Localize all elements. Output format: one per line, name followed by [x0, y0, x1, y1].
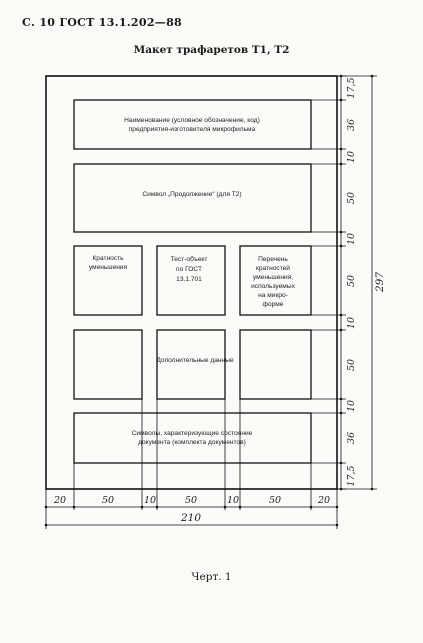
block-manufacturer-label-2: предприятия-изготовителя микрофильма: [128, 126, 256, 133]
document-title: Макет трафаретов Т1, Т2: [133, 44, 290, 56]
dim-v-8: 50: [346, 358, 357, 372]
block-manufacturer: [74, 100, 311, 149]
dim-h-2: 50: [101, 495, 115, 506]
dim-v-5: 10: [346, 232, 357, 246]
block-ratio-list-label-3: уменьшения,: [252, 274, 294, 281]
block-ratio-list-label-6: форме: [262, 301, 284, 308]
block-test-object-label-2: по ГОСТ: [176, 266, 202, 273]
figure-caption: Черт. 1: [191, 571, 232, 583]
dim-h-3: 10: [143, 495, 157, 506]
dim-h-4: 50: [184, 495, 198, 506]
dim-h-7: 20: [317, 495, 331, 506]
block-empty-left: [74, 330, 142, 399]
dim-v-3: 10: [346, 150, 357, 164]
block-test-object-label-1: Тест-объект: [170, 256, 208, 263]
dim-h-6: 50: [268, 495, 282, 506]
dim-h-1: 20: [53, 495, 67, 506]
block-document-state-label-1: Символы, характеризующие состояние: [131, 430, 253, 437]
dim-v-4: 50: [346, 191, 357, 205]
block-extra-data-label: Дополнительные данные: [156, 357, 234, 364]
dim-v-7: 10: [346, 316, 357, 330]
dim-v-10: 36: [346, 431, 357, 445]
block-continuation-label: Символ „Продолжение“ (для Т2): [142, 191, 242, 198]
block-ratio-list-label-2: кратностей: [256, 265, 290, 272]
dim-v-1: 17,5: [346, 77, 357, 99]
dim-h-total: 210: [180, 512, 202, 524]
dim-h-5: 10: [226, 495, 240, 506]
dim-v-6: 50: [346, 274, 357, 288]
dim-v-11: 17,5: [346, 465, 357, 487]
block-reduction-ratio-label-1: Кратность: [92, 255, 124, 262]
block-document-state: [74, 413, 311, 463]
block-manufacturer-label-1: Наименование (условное обозначение, код): [124, 117, 260, 124]
vertical-dimension-lines: [311, 76, 377, 489]
block-empty-right: [240, 330, 311, 399]
block-extra-data: [157, 330, 225, 399]
page-header: С. 10 ГОСТ 13.1.202—88: [22, 16, 182, 29]
horizontal-dimension-lines: [46, 399, 337, 529]
block-continuation: [74, 164, 311, 232]
block-reduction-ratio-label-2: уменьшения: [88, 264, 128, 271]
block-ratio-list-label-5: на микро-: [258, 292, 288, 299]
dim-v-2: 36: [346, 118, 357, 132]
block-ratio-list-label-4: используемых: [251, 283, 295, 290]
block-test-object-label-3: 13.1.701: [176, 276, 202, 283]
block-document-state-label-2: документа (комплекта документов): [138, 439, 246, 446]
block-ratio-list-label-1: Перечень: [258, 256, 288, 263]
dim-v-total: 297: [374, 271, 386, 293]
dim-v-9: 10: [346, 399, 357, 413]
